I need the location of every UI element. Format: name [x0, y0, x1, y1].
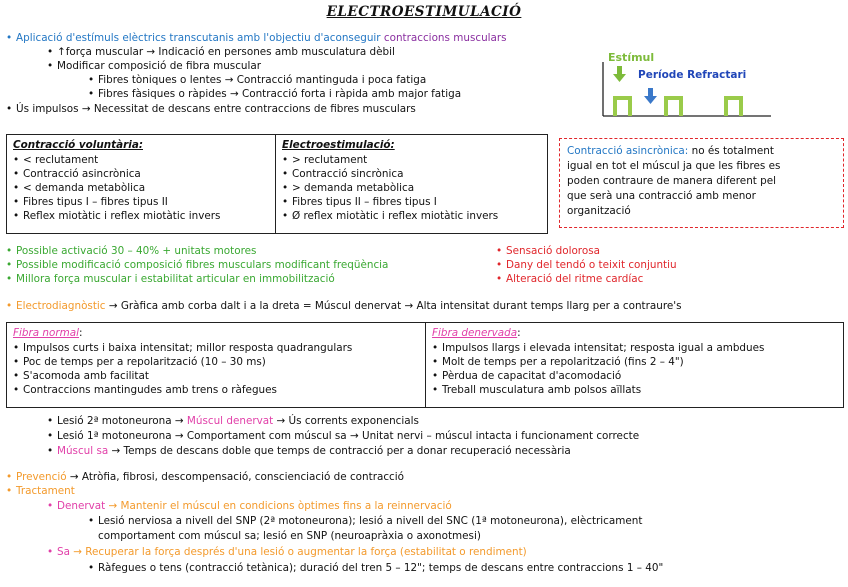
normal-fiber-title: Fibra normal: [13, 327, 83, 339]
note-line: organització [567, 205, 631, 217]
intro-line-1: • Aplicació d'estímuls elèctrics transcutanis amb l'objectiu d'aconseguir contraccions musculars [6, 32, 507, 44]
voluntary-item: • Fibres tipus I – fibres tipus II [13, 196, 168, 208]
benefit-item: • Millora força muscular i estabilitat articular en immobilització [6, 273, 335, 285]
electrostimulation-title: Electroestimulació: [282, 139, 395, 151]
normal-fiber-item: • Contraccions mantingudes amb trens o ràfegues [13, 384, 277, 396]
denervated-fiber-cell [425, 323, 843, 407]
estimul-label: Estímul [608, 51, 655, 64]
comparison-table-contraction [6, 134, 548, 234]
electro-item: • Contracció sincrònica [282, 168, 404, 180]
denervated-fiber-item: • Impulsos llargs i elevada intensitat; resposta igual a ambdues [432, 342, 765, 354]
arrow-down-green-icon [613, 66, 626, 82]
page-title: ELECTROESTIMULACIÓ [326, 4, 522, 20]
lesion-line-3: • Múscul sa → Temps de descans doble que temps de contracció per a donar recuperació necessària [47, 445, 571, 457]
prevention-line: • Prevenció → Atròfia, fibrosi, descompensació, conscienciació de contracció [6, 471, 404, 483]
note-line: poden contraure de manera diferent pel [567, 175, 777, 187]
electrodiagnostic-line: • Electrodiagnòstic → Gràfica amb corba dalt i a la dreta = Múscul denervat → Alta intensitat durant temps llarg per a contraure's [6, 300, 682, 312]
benefit-item: • Possible activació 30 – 40% + unitats motores [6, 245, 257, 257]
stimulus-pulses [615, 98, 741, 116]
periode-label: Període Refractari [638, 69, 747, 81]
comparison-table-fiber [6, 322, 844, 408]
denervated-fiber-item: • Pèrdua de capacitat d'acomodació [432, 370, 622, 382]
lesion-line-1: • Lesió 2ª motoneurona → Múscul denervat → Ús corrents exponencials [47, 415, 419, 427]
electro-item: • > reclutament [282, 154, 368, 166]
treatment-denervated-detail: • Lesió nerviosa a nivell del SNP (2ª motoneurona); lesió a nivell del SNC (1ª motoneurona), elèctricament [88, 515, 643, 527]
treatment-healthy-line: • Sa → Recuperar la força després d'una lesió o augmentar la força (estabilitat o rendiment) [47, 546, 527, 558]
risk-item: • Sensació dolorosa [496, 245, 600, 257]
normal-fiber-cell [7, 323, 425, 407]
normal-fiber-item: • S'acomoda amb facilitat [13, 370, 149, 382]
voluntary-item: • < demanda metabòlica [13, 182, 146, 194]
treatment-line: • Tractament [6, 485, 75, 497]
electro-item: • > demanda metabòlica [282, 182, 415, 194]
risk-item: • Dany del tendó o teixit conjuntiu [496, 259, 677, 271]
note-line: igual en tot el múscul ja que les fibres es [567, 160, 781, 172]
voluntary-contraction-title: Contracció voluntària: [13, 139, 143, 151]
electro-item: • Ø reflex miotàtic i reflex miotàtic invers [282, 210, 499, 222]
treatment-denervated-detail-cont: comportament com múscul sa; lesió en SNP (neuroapràxia o axonotmesi) [98, 530, 481, 542]
arrow-down-blue-icon [644, 88, 657, 104]
treatment-healthy-detail: • Ràfegues o tens (contracció tetànica); duració del tren 5 – 12"; temps de descans entre contraccions 1 – 40" [88, 562, 664, 574]
asynchronous-note [559, 138, 844, 228]
note-line: que serà una contracció amb menor [567, 190, 756, 202]
voluntary-item: • Contracció asincrònica [13, 168, 141, 180]
denervated-fiber-title: Fibra denervada: [432, 327, 521, 339]
note-line: Contracció asincrònica: no és totalment [567, 145, 774, 157]
electro-item: • Fibres tipus II – fibres tipus I [282, 196, 437, 208]
voluntary-item: • Reflex miotàtic i reflex miotàtic invers [13, 210, 221, 222]
voluntary-item: • < reclutament [13, 154, 99, 166]
stimulus-diagram [596, 46, 776, 122]
normal-fiber-item: • Poc de temps per a repolarització (10 – 30 ms) [13, 356, 266, 368]
intro-line-3: • Modificar composició de fibra muscular [47, 60, 262, 72]
treatment-denervated-line: • Denervat → Mantenir el múscul en condicions òptimes fins a la reinnervació [47, 500, 452, 512]
benefit-item: • Possible modificació composició fibres musculars modificant freqüència [6, 259, 389, 271]
intro-line-2: • ↑força muscular → Indicació en persones amb musculatura dèbil [47, 46, 395, 58]
normal-fiber-item: • Impulsos curts i baixa intensitat; millor resposta quadrangulars [13, 342, 353, 354]
denervated-fiber-item: • Treball musculatura amb polsos aïllats [432, 384, 642, 396]
electrostimulation-cell [275, 135, 547, 233]
intro-line-4: • Fibres tòniques o lentes → Contracció mantinguda i poca fatiga [88, 74, 427, 86]
voluntary-contraction-cell [7, 135, 275, 233]
risk-item: • Alteració del ritme cardíac [496, 273, 644, 285]
lesion-line-2: • Lesió 1ª motoneurona → Comportament com múscul sa → Unitat nervi – múscul intacta i funcionament correcte [47, 430, 640, 442]
intro-line-5: • Fibres fàsiques o ràpides → Contracció forta i ràpida amb major fatiga [88, 88, 462, 100]
denervated-fiber-item: • Molt de temps per a repolarització (fins 2 – 4") [432, 356, 684, 368]
intro-line-6: • Ús impulsos → Necessitat de descans entre contraccions de fibres musculars [6, 103, 416, 115]
